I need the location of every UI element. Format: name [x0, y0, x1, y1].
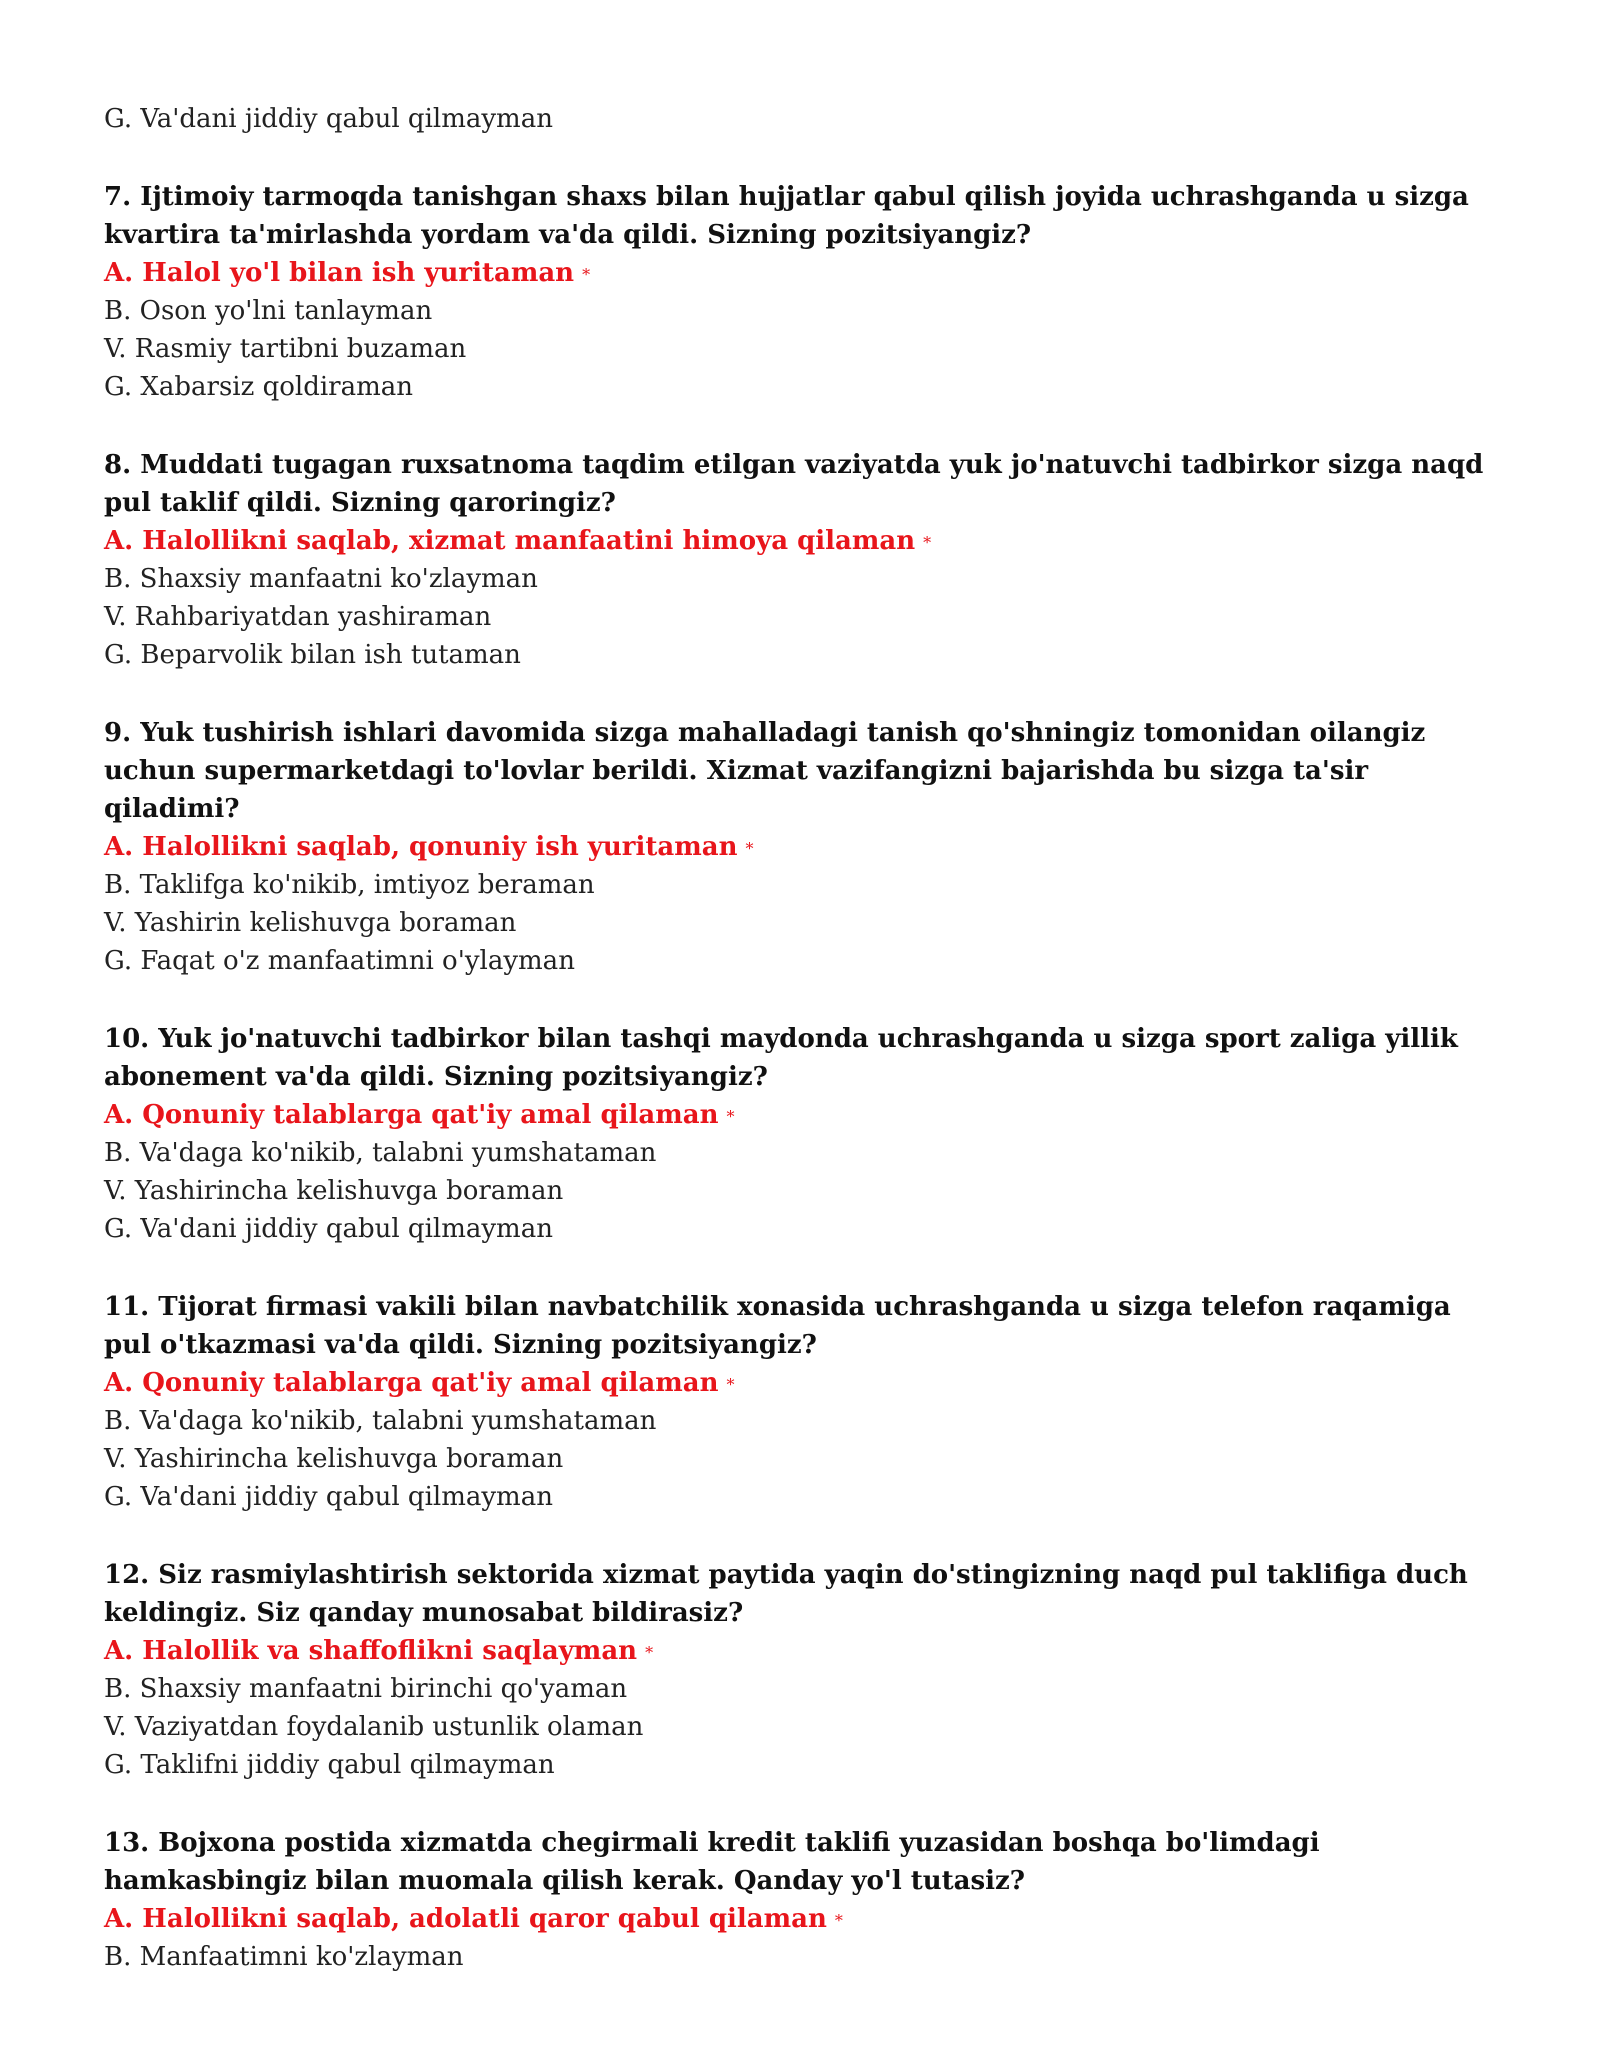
- question-11: [104, 1288, 1504, 1516]
- question-text: 10. Yuk jo'natuvchi tadbirkor bilan tashqi maydonda uchrashganda u sizga sport zaliga yillik abonement va'da qildi. Sizning pozitsiyangiz?: [104, 1024, 1458, 1092]
- question-12: [104, 1556, 1504, 1784]
- question-10: [104, 1020, 1504, 1248]
- correct-marker: *: [645, 1643, 654, 1662]
- option: B. Va'daga ko'nikib, talabni yumshataman: [104, 1138, 657, 1168]
- correct-option: [104, 1632, 1504, 1670]
- option-label: A. Halollikni saqlab, xizmat manfaatini himoya qilaman: [104, 526, 916, 556]
- option: V. Yashirincha kelishuvga boraman: [104, 1176, 564, 1206]
- correct-option: [104, 1364, 1504, 1402]
- question-9: [104, 714, 1504, 980]
- question-text: 9. Yuk tushirish ishlari davomida sizga mahalladagi tanish qo'shningiz tomonidan oilangiz uchun supermarketdagi to'lovlar berildi. Xizmat vazifangizni bajarishda bu sizga ta'sir qiladimi?: [104, 718, 1426, 824]
- question-text: 8. Muddati tugagan ruxsatnoma taqdim etilgan vaziyatda yuk jo'natuvchi tadbirkor sizga naqd pul taklif qildi. Sizning qaroringiz?: [104, 450, 1484, 518]
- option-label: A. Halollikni saqlab, adolatli qaror qabul qilaman: [104, 1904, 827, 1934]
- correct-option: [104, 1900, 1504, 1938]
- correct-marker: *: [834, 1911, 843, 1930]
- question-text: 13. Bojxona postida xizmatda chegirmali kredit taklifi yuzasidan boshqa bo'limdagi hamkasbingiz bilan muomala qilish kerak. Qanday yo'l tutasiz?: [104, 1828, 1320, 1896]
- option: V. Rasmiy tartibni buzaman: [104, 334, 467, 364]
- option: B. Shaxsiy manfaatni ko'zlayman: [104, 564, 538, 594]
- option: G. Va'dani jiddiy qabul qilmayman: [104, 1214, 553, 1244]
- option: B. Shaxsiy manfaatni birinchi qo'yaman: [104, 1674, 628, 1704]
- correct-option: [104, 1096, 1504, 1134]
- option-label: A. Halollik va shaffoflikni saqlayman: [104, 1636, 638, 1666]
- option-label: A. Halollikni saqlab, qonuniy ish yuritaman: [104, 832, 738, 862]
- correct-marker: *: [726, 1107, 735, 1126]
- correct-option: [104, 828, 1504, 866]
- question-text: 12. Siz rasmiylashtirish sektorida xizmat paytida yaqin do'stingizning naqd pul taklifiga duch keldingiz. Siz qanday munosabat bildirasiz?: [104, 1560, 1468, 1628]
- question-13: [104, 1824, 1504, 1976]
- option: B. Manfaatimni ko'zlayman: [104, 1942, 464, 1972]
- option: V. Rahbariyatdan yashiraman: [104, 602, 492, 632]
- option-label: A. Halol yo'l bilan ish yuritaman: [104, 258, 575, 288]
- option: V. Vaziyatdan foydalanib ustunlik olaman: [104, 1712, 644, 1742]
- option-label: A. Qonuniy talablarga qat'iy amal qilaman: [104, 1368, 719, 1398]
- option: V. Yashirincha kelishuvga boraman: [104, 1444, 564, 1474]
- option: G. Faqat o'z manfaatimni o'ylayman: [104, 946, 575, 976]
- question-8: [104, 446, 1504, 674]
- question-text: 7. Ijtimoiy tarmoqda tanishgan shaxs bilan hujjatlar qabul qilish joyida uchrashganda u sizga kvartira ta'mirlashda yordam va'da qildi. Sizning pozitsiyangiz?: [104, 182, 1469, 250]
- option: G. Beparvolik bilan ish tutaman: [104, 640, 521, 670]
- correct-option: [104, 522, 1504, 560]
- option: G. Xabarsiz qoldiraman: [104, 372, 413, 402]
- document-page: [104, 100, 1504, 1976]
- correct-marker: *: [745, 839, 754, 858]
- option: G. Taklifni jiddiy qabul qilmayman: [104, 1750, 555, 1780]
- continuation-option: G. Va'dani jiddiy qabul qilmayman: [104, 104, 553, 134]
- correct-marker: *: [923, 533, 932, 552]
- option: B. Taklifga ko'nikib, imtiyoz beraman: [104, 870, 595, 900]
- correct-option: [104, 254, 1504, 292]
- option: V. Yashirin kelishuvga boraman: [104, 908, 517, 938]
- correct-marker: *: [726, 1375, 735, 1394]
- option: B. Va'daga ko'nikib, talabni yumshataman: [104, 1406, 657, 1436]
- question-text: 11. Tijorat firmasi vakili bilan navbatchilik xonasida uchrashganda u sizga telefon raqamiga pul o'tkazmasi va'da qildi. Sizning pozitsiyangiz?: [104, 1292, 1451, 1360]
- correct-marker: *: [582, 265, 591, 284]
- option: G. Va'dani jiddiy qabul qilmayman: [104, 1482, 553, 1512]
- option: B. Oson yo'lni tanlayman: [104, 296, 433, 326]
- question-7: [104, 178, 1504, 406]
- option-label: A. Qonuniy talablarga qat'iy amal qilaman: [104, 1100, 719, 1130]
